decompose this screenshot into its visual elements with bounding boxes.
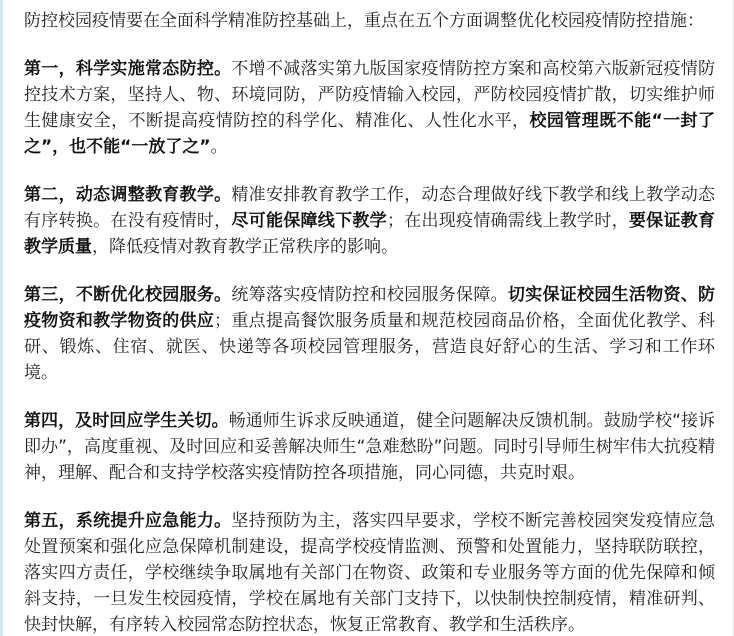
bold-text: 要保证教育教学质量 [24, 211, 716, 257]
bold-text: 尽可能保障线下教学 [231, 211, 387, 231]
measure-paragraph-4 [24, 386, 715, 486]
body-text: 坚持预防为主，落实四早要求，学校不断完善校园突发疫情应急处置预案和强化应急保障机制建设，提高学校疫情监测、预警和处置能力，坚持联防联控，落实四方责任，学校继续争取属地有关部门在物资、政策和专业服务等方面的优先保障和倾斜支持，一旦发生校园疫情，学校在属地有关部门支持下，以快制快控制疫情，精准研判、快封快解，有序转入校园常态防控状态，恢复正常教育、教学和生活秩序。 [24, 511, 716, 635]
bold-text: 第三，不断优化校园服务。 [24, 285, 232, 305]
bold-text: 校园管理既不能“一封了之”，也不能“一放了之” [24, 111, 715, 157]
body-text: 畅通师生诉求反映通道，健全问题解决反馈机制。鼓励学校“接诉即办”，高度重视、及时回应和妥善解决师生“急难愁盼”问题。同时引导师生树牢伟大抗疫精神，理解、配合和支持学校落实疫情防控各项措施，同心同德，共克时艰。 [24, 411, 715, 483]
measure-paragraph-5 [24, 486, 715, 636]
body-text: 不增不减落实第九版国家疫情防控方案和高校第六版新冠疫情防控技术方案，坚持人、物、环境同防，严防疫情输入校园，严防校园疫情扩散，切实维护师生健康安全，不断提高疫情防控的科学化、精准化、人性化水平， [24, 59, 716, 131]
body-text: 精准安排教育教学工作，动态合理做好线下教学和线上教学动态有序转换。在没有疫情时， [24, 185, 716, 231]
body-text: ，降低疫情对教育教学正常秩序的影响。 [92, 237, 398, 257]
bold-text: 第四，及时回应学生关切。 [24, 411, 229, 431]
bold-text: 切实保证校园生活物资、防疫物资和教学物资的供应 [24, 285, 716, 331]
bold-text: 第五，系统提升应急能力。 [24, 511, 232, 531]
body-text: 统筹落实疫情防控和校园服务保障。 [231, 285, 508, 305]
bold-text: 第二，动态调整教育教学。 [24, 185, 232, 205]
measure-paragraph-1 [24, 34, 715, 160]
intro-paragraph: 防控校园疫情要在全面科学精准防控基础上，重点在五个方面调整优化校园疫情防控措施： [24, 11, 704, 31]
measure-paragraph-3 [24, 260, 715, 386]
body-text: ；重点提高餐饮服务质量和规范校园商品价格，全面优化教学、科研、锻炼、住宿、就医、快递等各项校园管理服务，营造良好舒心的生活、学习和工作环境。 [24, 311, 716, 383]
measures-list [24, 34, 715, 636]
body-text: 。 [210, 137, 228, 157]
body-text: ；在出现疫情确需线上教学时， [386, 211, 629, 231]
measure-paragraph-2 [24, 160, 715, 260]
bold-text: 第一，科学实施常态防控。 [24, 59, 232, 79]
